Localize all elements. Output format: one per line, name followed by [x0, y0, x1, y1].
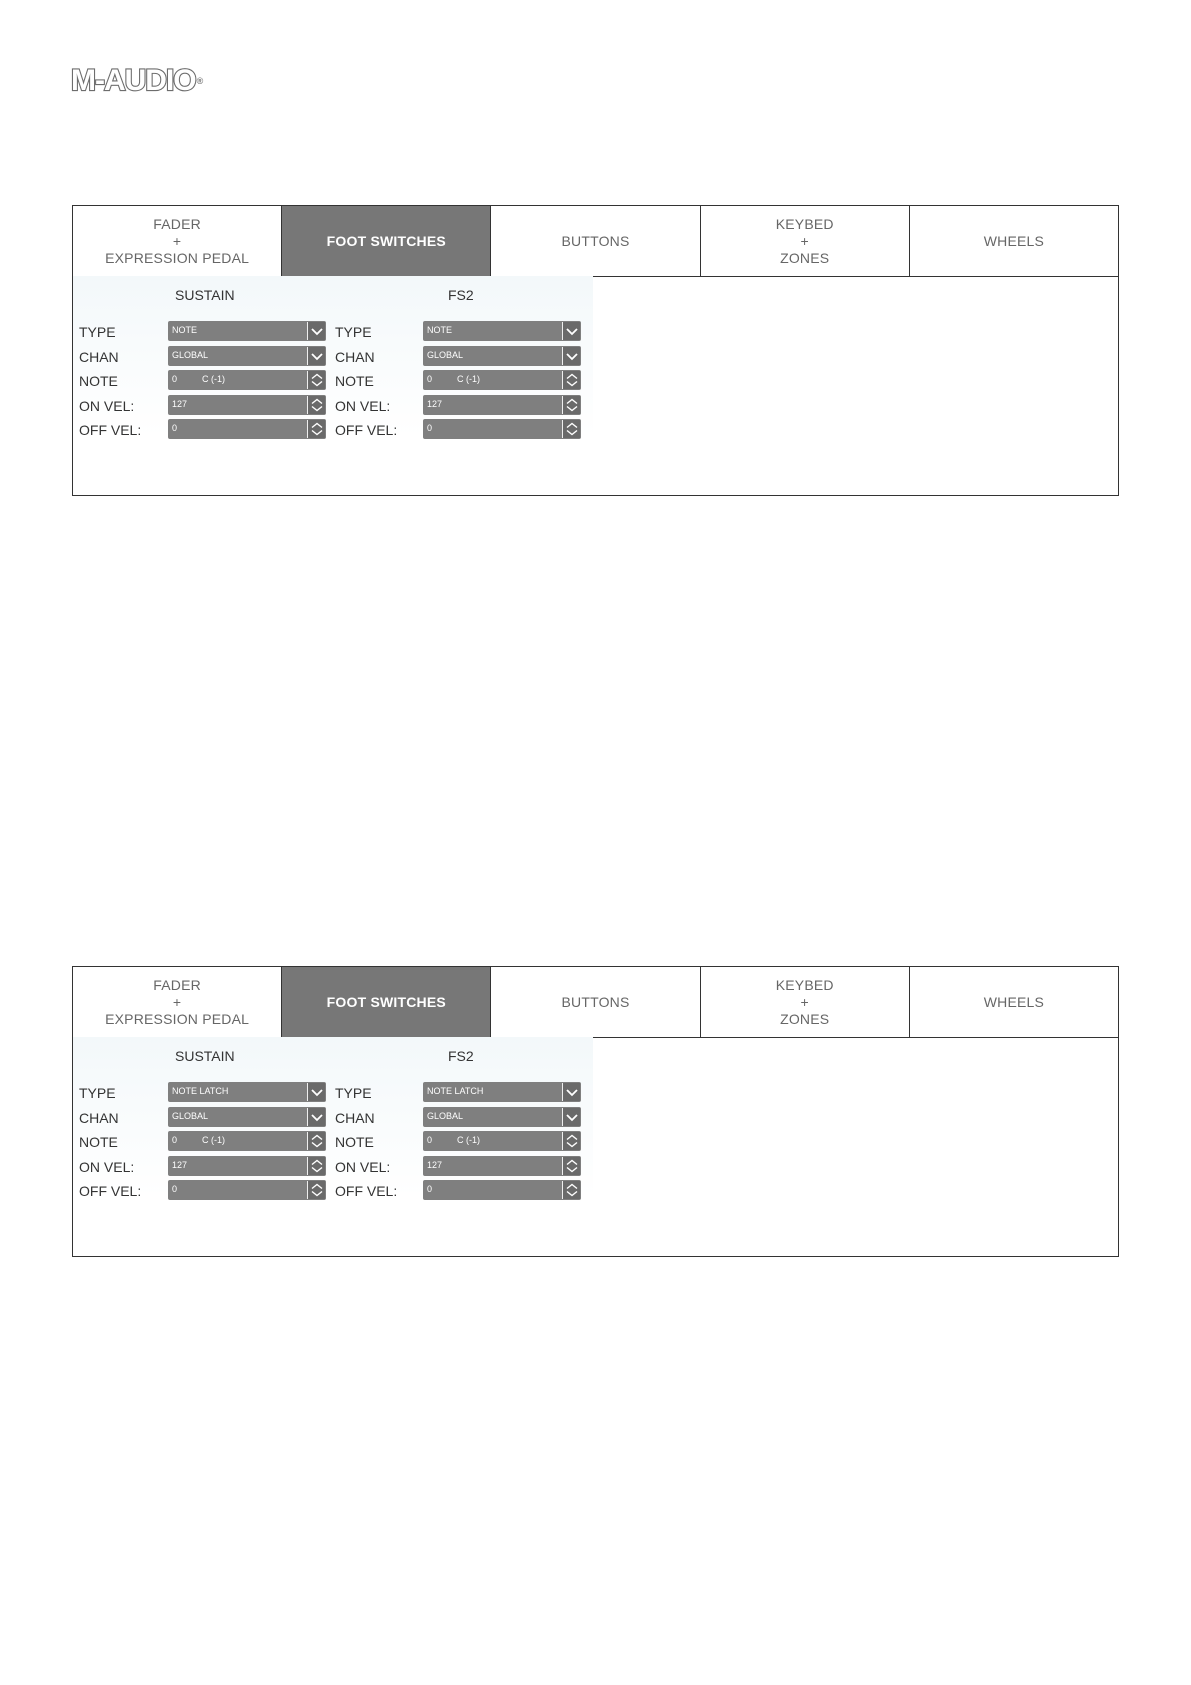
setting-label: ON VEL:	[79, 398, 135, 414]
chan-dropdown[interactable]	[168, 346, 326, 366]
setting-row-chan	[335, 1107, 597, 1127]
setting-label: TYPE	[335, 1085, 372, 1101]
stepper-arrows-icon[interactable]	[307, 371, 325, 389]
settings-panel	[72, 205, 1119, 496]
setting-row-type	[335, 321, 597, 341]
tab-foot-switches[interactable]: FOOT SWITCHES	[282, 206, 491, 276]
settings-panel	[72, 966, 1119, 1257]
foot-switch-settings	[73, 276, 593, 446]
chevron-down-icon[interactable]	[562, 1108, 580, 1126]
column-title: FS2	[448, 287, 474, 303]
setting-label: ON VEL:	[335, 1159, 391, 1175]
setting-label: OFF VEL:	[335, 1183, 398, 1199]
off-vel-stepper[interactable]	[168, 419, 326, 439]
setting-row-note	[73, 1131, 335, 1151]
chevron-down-icon[interactable]	[307, 322, 325, 340]
off-vel-stepper[interactable]	[168, 1180, 326, 1200]
setting-row-off-vel	[73, 419, 335, 439]
setting-label: ON VEL:	[79, 1159, 135, 1175]
setting-row-note	[335, 370, 597, 390]
stepper-arrows-icon[interactable]	[562, 396, 580, 414]
setting-label: NOTE	[79, 1134, 118, 1150]
setting-row-on-vel	[73, 395, 335, 415]
control-value: 127	[172, 1160, 188, 1170]
chan-dropdown[interactable]	[423, 1107, 581, 1127]
type-dropdown[interactable]	[168, 1082, 326, 1102]
chan-dropdown[interactable]	[423, 346, 581, 366]
control-value: 127	[172, 399, 188, 409]
setting-row-off-vel	[335, 1180, 597, 1200]
control-value: NOTE LATCH	[427, 1086, 484, 1096]
control-value: GLOBAL	[172, 350, 209, 360]
note-name-value: C (-1)	[202, 1135, 225, 1145]
control-value: NOTE LATCH	[172, 1086, 229, 1096]
off-vel-stepper[interactable]	[423, 419, 581, 439]
control-value: 0	[427, 423, 433, 433]
on-vel-stepper[interactable]	[423, 395, 581, 415]
type-dropdown[interactable]	[423, 1082, 581, 1102]
on-vel-stepper[interactable]	[423, 1156, 581, 1176]
setting-label: TYPE	[79, 1085, 116, 1101]
off-vel-stepper[interactable]	[423, 1180, 581, 1200]
setting-row-type	[73, 321, 335, 341]
setting-label: ON VEL:	[335, 398, 391, 414]
setting-label: NOTE	[335, 373, 374, 389]
tab-bar	[73, 967, 1118, 1038]
setting-label: NOTE	[335, 1134, 374, 1150]
tab-wheels[interactable]: WHEELS	[983, 993, 1045, 1010]
stepper-arrows-icon[interactable]	[562, 371, 580, 389]
setting-label: CHAN	[335, 1110, 375, 1126]
setting-label: TYPE	[335, 324, 372, 340]
control-value: 0	[172, 374, 178, 384]
note-stepper[interactable]	[423, 370, 581, 390]
control-value: NOTE	[427, 325, 453, 335]
note-name-value: C (-1)	[202, 374, 225, 384]
chevron-down-icon[interactable]	[307, 1083, 325, 1101]
note-stepper[interactable]	[168, 370, 326, 390]
chevron-down-icon[interactable]	[562, 347, 580, 365]
setting-row-chan	[73, 346, 335, 366]
note-stepper[interactable]	[423, 1131, 581, 1151]
note-stepper[interactable]	[168, 1131, 326, 1151]
setting-row-on-vel	[335, 395, 597, 415]
control-value: 0	[427, 1184, 433, 1194]
logo-text: M-AUDIO	[71, 64, 196, 97]
tab-bar	[73, 206, 1118, 277]
tab-buttons[interactable]: BUTTONS	[491, 206, 700, 276]
foot-switch-settings	[73, 1037, 593, 1207]
setting-row-on-vel	[335, 1156, 597, 1176]
type-dropdown[interactable]	[423, 321, 581, 341]
note-name-value: C (-1)	[457, 374, 480, 384]
tab-buttons[interactable]: BUTTONS	[491, 967, 700, 1037]
tab-wheels[interactable]: WHEELS	[983, 232, 1045, 249]
on-vel-stepper[interactable]	[168, 1156, 326, 1176]
control-value: 0	[172, 423, 178, 433]
chevron-down-icon[interactable]	[307, 1108, 325, 1126]
on-vel-stepper[interactable]	[168, 395, 326, 415]
setting-label: CHAN	[335, 349, 375, 365]
column-title: FS2	[448, 1048, 474, 1064]
control-value: 0	[172, 1184, 178, 1194]
control-value: 0	[427, 374, 433, 384]
tab-fader-expression-pedal[interactable]: FADER + EXPRESSION PEDAL	[73, 967, 282, 1037]
control-value: GLOBAL	[172, 1111, 209, 1121]
setting-row-note	[73, 370, 335, 390]
registered-mark: ®	[196, 76, 203, 86]
setting-label: OFF VEL:	[335, 422, 398, 438]
m-audio-logo	[71, 64, 203, 97]
setting-label: OFF VEL:	[79, 1183, 142, 1199]
control-value: GLOBAL	[427, 350, 464, 360]
stepper-arrows-icon[interactable]	[562, 1181, 580, 1199]
setting-row-chan	[73, 1107, 335, 1127]
type-dropdown[interactable]	[168, 321, 326, 341]
control-value: GLOBAL	[427, 1111, 464, 1121]
setting-row-note	[335, 1131, 597, 1151]
chevron-down-icon[interactable]	[307, 347, 325, 365]
chevron-down-icon[interactable]	[562, 322, 580, 340]
control-value: 0	[427, 1135, 433, 1145]
setting-row-on-vel	[73, 1156, 335, 1176]
stepper-arrows-icon[interactable]	[307, 1132, 325, 1150]
chevron-down-icon[interactable]	[562, 1083, 580, 1101]
setting-row-off-vel	[73, 1180, 335, 1200]
setting-row-type	[73, 1082, 335, 1102]
tab-keybed-zones[interactable]: KEYBED + ZONES	[701, 967, 910, 1037]
column-title: SUSTAIN	[175, 287, 235, 303]
stepper-arrows-icon[interactable]	[562, 1157, 580, 1175]
stepper-arrows-icon[interactable]	[307, 420, 325, 438]
stepper-arrows-icon[interactable]	[562, 420, 580, 438]
setting-label: CHAN	[79, 349, 119, 365]
setting-row-chan	[335, 346, 597, 366]
setting-row-type	[335, 1082, 597, 1102]
stepper-arrows-icon[interactable]	[307, 1157, 325, 1175]
control-value: 0	[172, 1135, 178, 1145]
tab-keybed-zones[interactable]: KEYBED + ZONES	[701, 206, 910, 276]
setting-label: OFF VEL:	[79, 422, 142, 438]
setting-label: NOTE	[79, 373, 118, 389]
stepper-arrows-icon[interactable]	[562, 1132, 580, 1150]
control-value: 127	[427, 399, 443, 409]
stepper-arrows-icon[interactable]	[307, 396, 325, 414]
note-name-value: C (-1)	[457, 1135, 480, 1145]
chan-dropdown[interactable]	[168, 1107, 326, 1127]
control-value: 127	[427, 1160, 443, 1170]
tab-fader-expression-pedal[interactable]: FADER + EXPRESSION PEDAL	[73, 206, 282, 276]
setting-row-off-vel	[335, 419, 597, 439]
control-value: NOTE	[172, 325, 198, 335]
setting-label: TYPE	[79, 324, 116, 340]
setting-label: CHAN	[79, 1110, 119, 1126]
stepper-arrows-icon[interactable]	[307, 1181, 325, 1199]
column-title: SUSTAIN	[175, 1048, 235, 1064]
tab-foot-switches[interactable]: FOOT SWITCHES	[282, 967, 491, 1037]
